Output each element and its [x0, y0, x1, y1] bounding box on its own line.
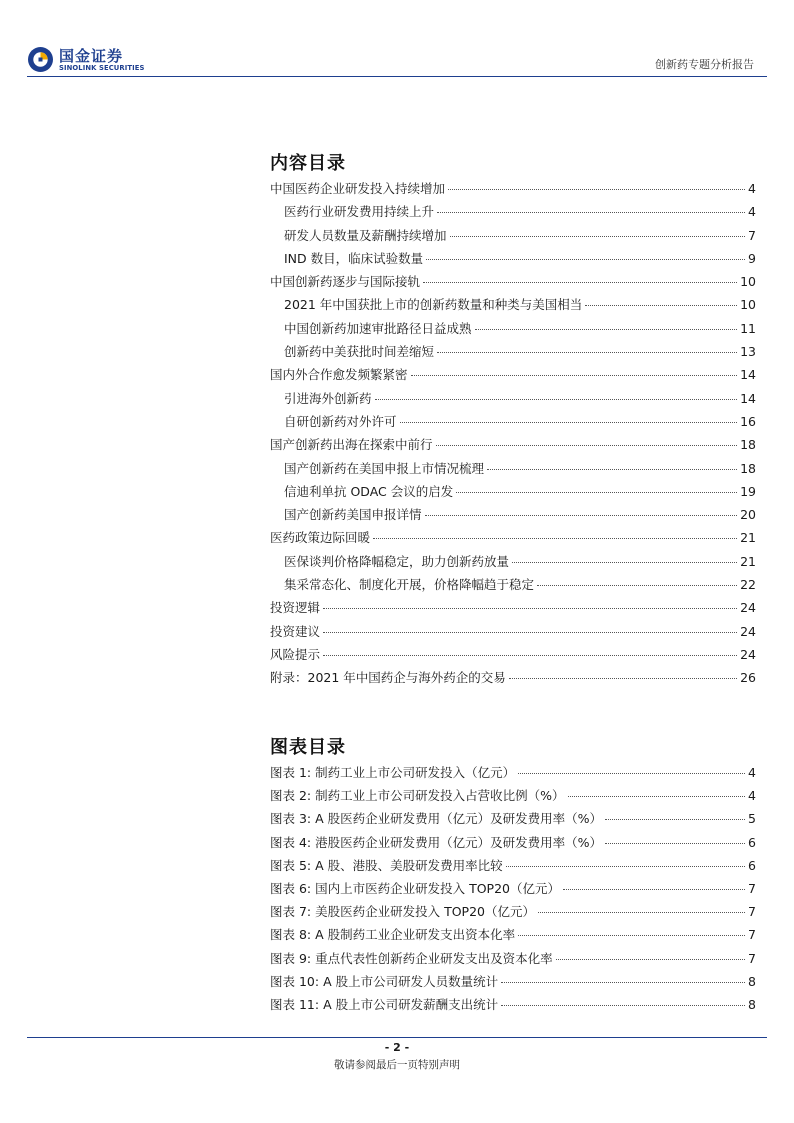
figure-entry[interactable]	[270, 925, 756, 948]
dot-leader	[323, 608, 737, 609]
figure-entry-page-number: 5	[748, 811, 756, 827]
toc-entry-label: IND 数目，临床试验数量	[284, 250, 424, 266]
toc-entry-label: 集采常态化、制度化开展，价格降幅趋于稳定	[284, 577, 535, 593]
toc-entry-page-number: 22	[740, 577, 756, 593]
toc-entry-page-number: 24	[740, 600, 756, 616]
header-divider	[27, 76, 767, 77]
figure-entry-page-number: 7	[748, 927, 756, 943]
toc-entry-label: 国产创新药在美国申报上市情况梳理	[284, 460, 485, 476]
toc-entry[interactable]	[270, 598, 756, 621]
toc-entry[interactable]	[270, 435, 756, 458]
dot-leader	[475, 329, 738, 330]
toc-entry[interactable]	[270, 552, 756, 575]
toc-entry-page-number: 24	[740, 623, 756, 639]
toc-entry-page-number: 11	[740, 320, 756, 336]
toc-entry-label: 2021 年中国获批上市的创新药数量和种类与美国相当	[284, 297, 583, 313]
dot-leader	[585, 305, 737, 306]
toc-entry[interactable]	[270, 505, 756, 528]
toc-entry[interactable]	[270, 482, 756, 505]
dot-leader	[501, 982, 745, 983]
toc-entry-label: 投资逻辑	[270, 600, 321, 616]
figure-entry-page-number: 6	[748, 834, 756, 850]
toc-entry-label: 风险提示	[270, 646, 321, 662]
dot-leader	[448, 189, 745, 190]
dot-leader	[568, 796, 746, 797]
toc-entry-page-number: 16	[740, 413, 756, 429]
toc-entry-page-number: 20	[740, 507, 756, 523]
toc-entry-label: 研发人员数量及薪酬持续增加	[284, 227, 447, 243]
dot-leader	[509, 678, 737, 679]
dot-leader	[323, 655, 737, 656]
figure-entry[interactable]	[270, 995, 756, 1018]
toc-entry-label: 医保谈判价格降幅稳定，助力创新药放量	[284, 553, 510, 569]
toc-entry-page-number: 9	[748, 250, 756, 266]
figure-entry-label: 图表 3: A 股医药企业研发费用（亿元）及研发费用率（%）	[270, 811, 603, 827]
toc-entry[interactable]	[270, 575, 756, 598]
toc-entry-label: 中国创新药逐步与国际接轨	[270, 274, 421, 290]
page-number: - 2 -	[384, 1041, 410, 1054]
figure-entry-label: 图表 2: 制药工业上市公司研发投入占营收比例（%）	[270, 788, 565, 804]
figure-entry[interactable]	[270, 786, 756, 809]
toc-entry-page-number: 18	[740, 437, 756, 453]
toc-entry-label: 国内外合作愈发频繁紧密	[270, 367, 408, 383]
dot-leader	[323, 632, 737, 633]
toc-entry[interactable]	[270, 249, 756, 272]
figure-entry[interactable]	[270, 972, 756, 995]
toc-entry[interactable]	[270, 342, 756, 365]
dot-leader	[375, 399, 738, 400]
dot-leader	[437, 352, 737, 353]
toc-entry[interactable]	[270, 319, 756, 342]
figure-entry[interactable]	[270, 902, 756, 925]
figure-entry-page-number: 7	[748, 950, 756, 966]
figure-entry-page-number: 4	[748, 765, 756, 780]
figure-entry-label: 图表 11: A 股上市公司研发薪酬支出统计	[270, 996, 499, 1012]
toc-entry[interactable]	[270, 295, 756, 318]
toc-entry-page-number: 10	[740, 297, 756, 313]
toc-entry[interactable]	[270, 459, 756, 482]
toc-entry-page-number: 26	[740, 670, 756, 686]
toc-entry[interactable]	[270, 389, 756, 412]
table-of-contents	[270, 179, 756, 692]
list-of-figures	[270, 763, 756, 1018]
dot-leader	[450, 236, 746, 237]
dot-leader	[518, 773, 745, 774]
figure-entry[interactable]	[270, 879, 756, 902]
dot-leader	[538, 912, 745, 913]
toc-entry-page-number: 13	[740, 344, 756, 360]
figure-entry[interactable]	[270, 856, 756, 879]
figure-entry-page-number: 6	[748, 857, 756, 873]
figure-entry-page-number: 7	[748, 904, 756, 920]
disclaimer-note: 敬请参阅最后一页特别声明	[334, 1059, 460, 1071]
toc-entry-page-number: 4	[748, 204, 756, 220]
figures-toc-title: 图表目录	[270, 737, 346, 758]
toc-entry-page-number: 21	[740, 530, 756, 546]
dot-leader	[518, 935, 745, 936]
dot-leader	[425, 515, 738, 516]
figure-entry-page-number: 8	[748, 996, 756, 1012]
dot-leader	[426, 259, 745, 260]
figure-entry-label: 图表 6: 国内上市医药企业研发投入 TOP20（亿元）	[270, 880, 561, 896]
figure-entry-label: 图表 7: 美股医药企业研发投入 TOP20（亿元）	[270, 904, 536, 920]
toc-entry-label: 中国创新药加速审批路径日益成熟	[284, 320, 472, 336]
dot-leader	[437, 212, 745, 213]
dot-leader	[512, 562, 737, 563]
figure-entry[interactable]	[270, 949, 756, 972]
toc-entry[interactable]	[270, 622, 756, 645]
toc-entry-label: 医药行业研发费用持续上升	[284, 204, 435, 220]
dot-leader	[556, 959, 745, 960]
toc-entry-page-number: 24	[740, 646, 756, 662]
toc-entry[interactable]	[270, 272, 756, 295]
toc-entry-label: 中国医药企业研发投入持续增加	[270, 181, 446, 196]
logo-english-name: SINOLINK SECURITIES	[59, 64, 145, 72]
toc-entry-label: 国产创新药出海在探索中前行	[270, 437, 433, 453]
dot-leader	[605, 819, 745, 820]
dot-leader	[436, 445, 738, 446]
toc-entry[interactable]	[270, 528, 756, 551]
toc-entry-page-number: 7	[748, 227, 756, 243]
toc-entry-label: 引进海外创新药	[284, 390, 372, 406]
footer-divider	[27, 1037, 767, 1038]
figure-entry-page-number: 4	[748, 788, 756, 804]
toc-entry-label: 医药政策边际回暖	[270, 530, 371, 546]
figure-entry-label: 图表 8: A 股制药工业企业研发支出资本化率	[270, 927, 516, 943]
toc-entry-label: 国产创新药美国申报详情	[284, 507, 422, 523]
toc-entry[interactable]	[270, 202, 756, 225]
dot-leader	[456, 492, 737, 493]
figure-entry[interactable]	[270, 833, 756, 856]
dot-leader	[487, 469, 737, 470]
toc-entry-page-number: 21	[740, 553, 756, 569]
figure-entry-label: 图表 9: 重点代表性创新药企业研发支出及资本化率	[270, 950, 553, 966]
toc-entry[interactable]	[270, 365, 756, 388]
figure-entry-label: 图表 4: 港股医药企业研发费用（亿元）及研发费用率（%）	[270, 834, 602, 850]
toc-entry-page-number: 18	[740, 460, 756, 476]
page-header	[0, 0, 794, 80]
sinolink-logo-icon	[27, 46, 54, 73]
report-type-label: 创新药专题分析报告	[655, 58, 754, 71]
toc-entry-label: 附录：2021 年中国药企与海外药企的交易	[270, 670, 506, 686]
figure-entry-page-number: 7	[748, 880, 756, 896]
toc-entry-page-number: 4	[748, 181, 756, 196]
toc-entry-label: 自研创新药对外许可	[284, 413, 397, 429]
dot-leader	[605, 843, 745, 844]
figure-entry[interactable]	[270, 809, 756, 832]
company-logo	[27, 44, 157, 76]
toc-entry-label: 投资建议	[270, 623, 321, 639]
figure-entry-page-number: 8	[748, 973, 756, 989]
toc-entry[interactable]	[270, 668, 756, 691]
toc-entry[interactable]	[270, 226, 756, 249]
toc-entry-page-number: 14	[740, 367, 756, 383]
dot-leader	[373, 538, 737, 539]
figure-entry-label: 图表 10: A 股上市公司研发人员数量统计	[270, 973, 499, 989]
dot-leader	[506, 866, 745, 867]
toc-entry-page-number: 19	[740, 483, 756, 499]
dot-leader	[400, 422, 738, 423]
toc-entry[interactable]	[270, 179, 756, 202]
toc-title: 内容目录	[270, 153, 346, 174]
toc-entry-page-number: 10	[740, 274, 756, 290]
dot-leader	[563, 889, 745, 890]
figure-entry-label: 图表 1: 制药工业上市公司研发投入（亿元）	[270, 765, 516, 780]
dot-leader	[501, 1005, 745, 1006]
logo-chinese-name: 国金证券	[59, 47, 124, 65]
figure-entry-label: 图表 5: A 股、港股、美股研发费用率比较	[270, 857, 503, 873]
toc-entry-label: 信迪利单抗 ODAC 会议的启发	[284, 483, 454, 499]
toc-entry[interactable]	[270, 412, 756, 435]
toc-entry-page-number: 14	[740, 390, 756, 406]
dot-leader	[423, 282, 737, 283]
toc-entry-label: 创新药中美获批时间差缩短	[284, 344, 435, 360]
toc-entry[interactable]	[270, 645, 756, 668]
figure-entry[interactable]	[270, 763, 756, 786]
dot-leader	[411, 375, 738, 376]
dot-leader	[537, 585, 737, 586]
